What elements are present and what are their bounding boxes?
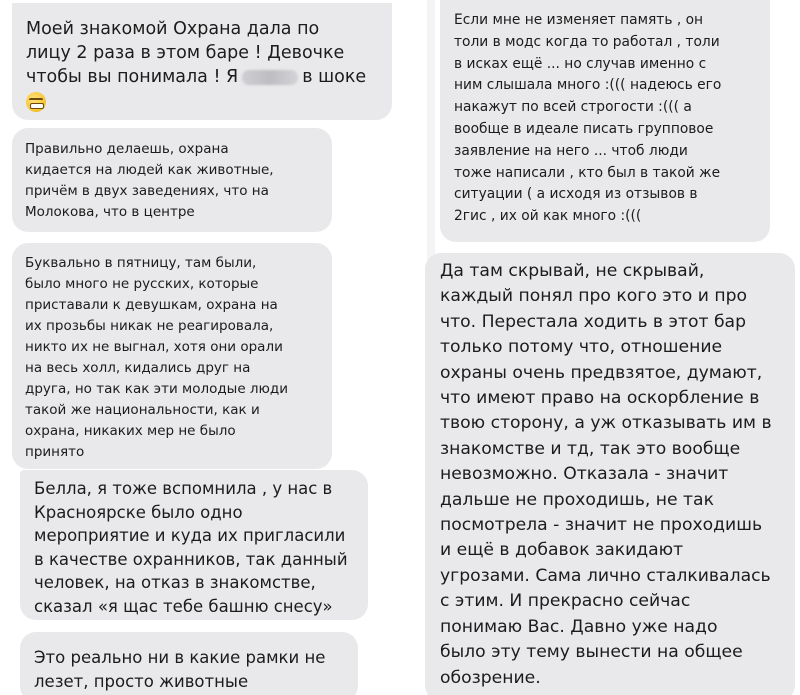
message-text-7: Да там скрывай, не скрывай, каждый понял про кого это и про что. Перестала ходить в этот бар только потому что, отношение охраны очень предвзятое, думают, что имеют право на оскорбление в твою сторону, а уж отказывать им в знакомстве и тд, так это вообще невозможно. Отказала - значит дальше не проходишь, не так посмотрела - значит не проходишь и ещё в добавок закидают угрозами. Сама лично сталкивалась с этим. И прекрасно сейчас понимаю Вас. Давно уже надо было эту тему вынести на общее обозрение. <box>440 261 772 688</box>
message-text-1a: Моей знакомой Охрана дала по лицу 2 раза в этом баре ! Девочке чтобы вы понимала ! Я <box>26 19 345 87</box>
message-text-3: Буквально в пятницу, там были, было много не русских, которые приставали к девушкам, охрана на их прозьбы никак не реагировала, никто их не выгнал, хотя они орали на весь холл, кидались друг на друга, но так как эти молодые люди такой же национальности, как и охрана, никаких мер не было принято <box>25 255 289 460</box>
message-text-6: Если мне не изменяет память , он толи в модс когда то работал , толи в исках ещё ... но случав именно с ним слышала много :((( надеюсь его накажут по всей строгости :((( а вообще в идеале писать групповое заявление на него ... чтоб люди тоже написали , кто был в такой же ситуации ( а исходя из отзывов в 2гис , их ой как много :((( <box>454 12 722 225</box>
message-bubble-5[interactable] <box>20 632 358 695</box>
message-text-2: Правильно делаешь, охрана кидается на людей как животные, причём в двух заведениях, что на Молокова, что в центре <box>25 141 274 220</box>
message-bubble-7[interactable] <box>425 253 795 695</box>
grimacing-face-icon <box>26 92 46 112</box>
message-bubble-1[interactable] <box>12 3 392 120</box>
message-bubble-3[interactable] <box>12 243 332 469</box>
message-bubble-6[interactable] <box>440 0 770 242</box>
message-text-1b: в шоке <box>302 67 367 87</box>
message-text-5: Это реально ни в какие рамки не лезет, просто животные <box>34 648 326 691</box>
message-text-4: Белла, я тоже вспомнила , у нас в Красноярске было одно мероприятие и куда их пригласили в качестве охранников, так данный человек, на отказ в знакомстве, сказал «я щас тебе башню снесу» <box>34 479 348 616</box>
message-bubble-2[interactable] <box>12 128 332 232</box>
message-bubble-4[interactable] <box>20 470 368 620</box>
redacted-name-blur <box>242 70 298 85</box>
